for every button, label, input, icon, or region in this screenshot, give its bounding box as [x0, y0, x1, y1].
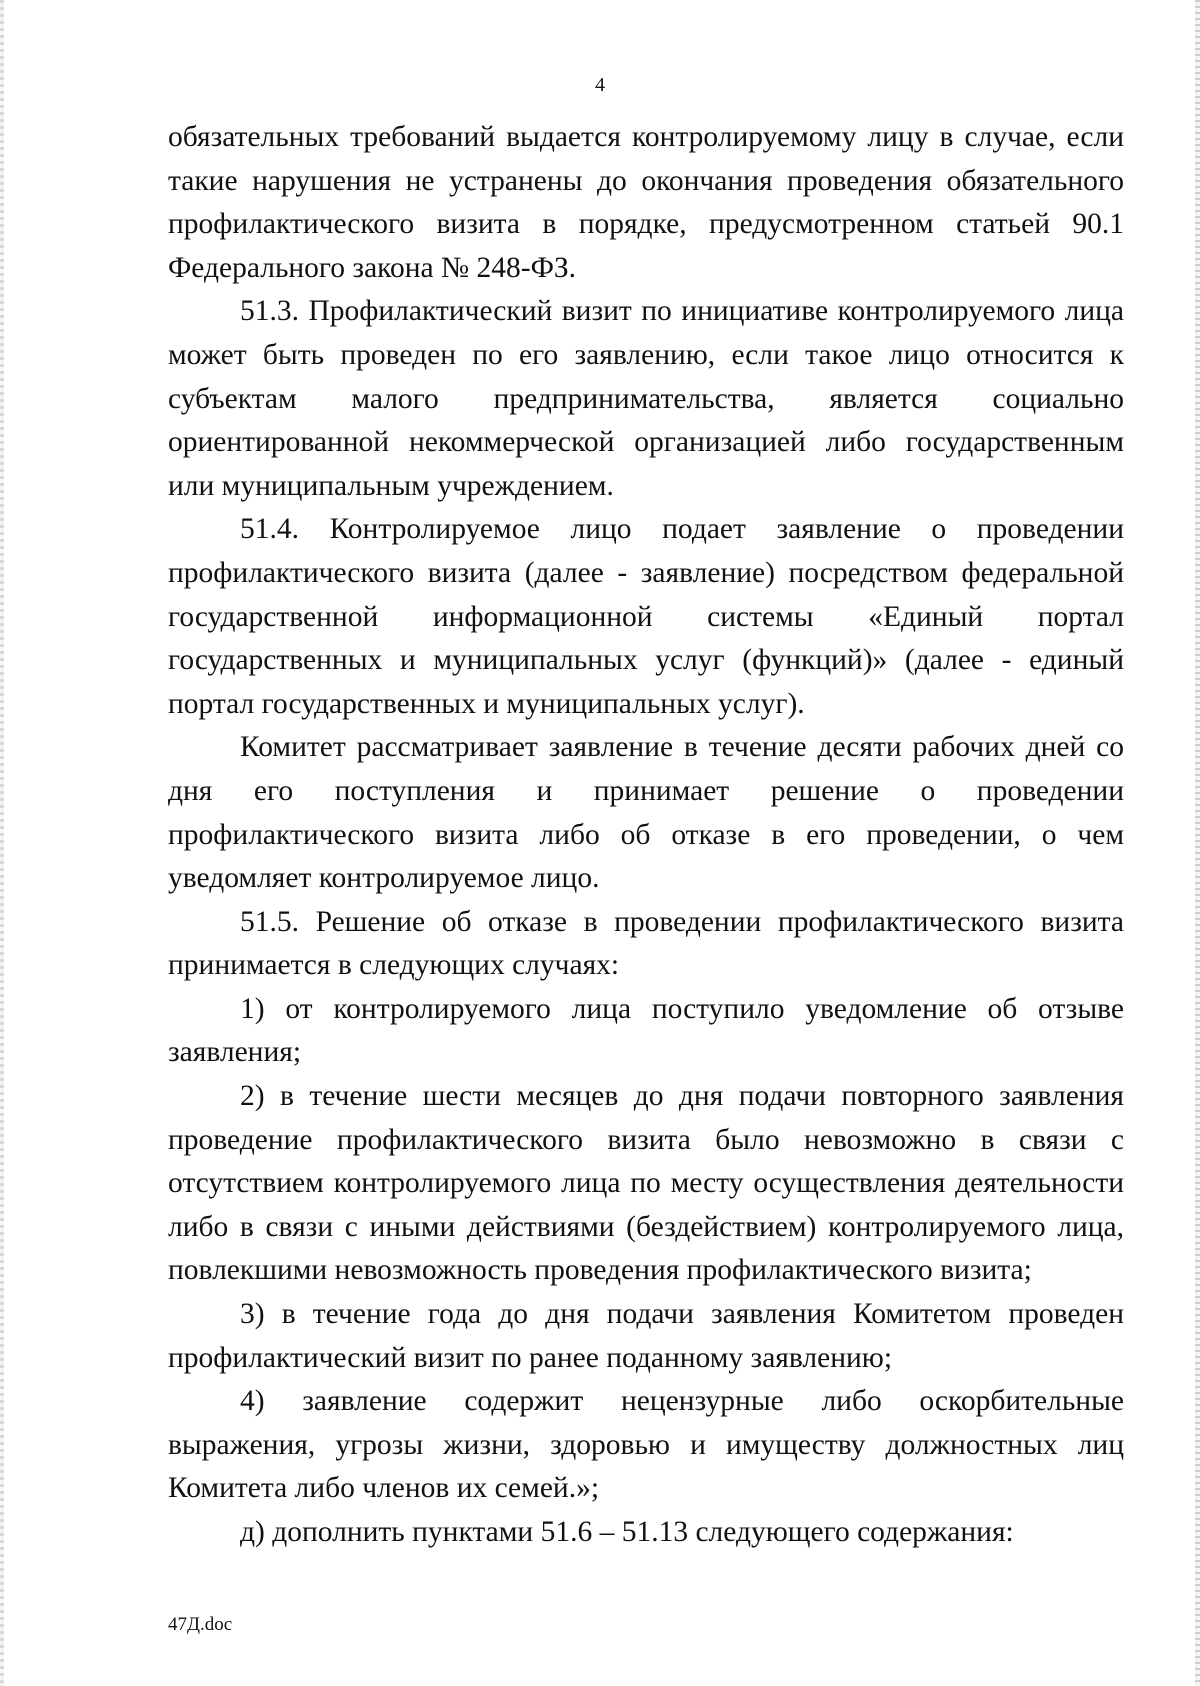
list-item-2: 2) в течение шести месяцев до дня подачи повторного заявления проведение профилактического визита было невозможно в связи с отсутствием контролируемого лица по месту осуществления деятельности либо в связи с иными действиями (бездействием) контролируемого лица, повлекшими невозможность проведения профилактического визита; — [168, 1080, 1124, 1287]
list-item-3: 3) в течение года до дня подачи заявления Комитетом проведен профилактический визит по ранее поданному заявлению; — [168, 1298, 1124, 1374]
paragraph-amendment-d: д) дополнить пунктами 51.6 – 51.13 следующего содержания: — [240, 1516, 1014, 1548]
paragraph-51-3: 51.3. Профилактический визит по инициативе контролируемого лица может быть проведен по его заявлению, если такое лицо относится к субъектам малого предпринимательства, является социально ориентированной некоммерческой организацией либо государственным или муниципальным учреждением. — [168, 295, 1124, 502]
scan-edge-left — [0, 0, 4, 1686]
document-body — [168, 116, 1124, 1555]
paragraph-51-4: 51.4. Контролируемое лицо подает заявление о проведении профилактического визита (далее - заявление) посредством федеральной государственной информационной системы «Единый портал государственных и муниципальных услуг (функций)» (далее - единый портал государственных и муниципальных услуг). — [168, 513, 1124, 720]
paragraph-committee-review: Комитет рассматривает заявление в течение десяти рабочих дней со дня его поступления и принимает решение о проведении профилактического визита либо об отказе в его проведении, о чем уведомляет контролируемое лицо. — [168, 731, 1124, 895]
page-number: 4 — [595, 74, 605, 96]
paragraph-continuation: обязательных требований выдается контролируемому лицу в случае, если такие нарушения не устранены до окончания проведения обязательного профилактического визита в порядке, предусмотренном статьей 90.1 Федерального закона № 248-ФЗ. — [168, 121, 1124, 284]
paragraph-51-5: 51.5. Решение об отказе в проведении профилактического визита принимается в следующих случаях: — [168, 905, 1124, 982]
footer-file-code: 47Д.doc — [168, 1614, 233, 1635]
scan-edge-right — [1195, 0, 1200, 1686]
list-item-4: 4) заявление содержит нецензурные либо оскорбительные выражения, угрозы жизни, здоровью и имуществу должностных лиц Комитета либо членов их семей.»; — [168, 1385, 1124, 1505]
list-item-1: 1) от контролируемого лица поступило уведомление об отзыве заявления; — [168, 992, 1124, 1069]
